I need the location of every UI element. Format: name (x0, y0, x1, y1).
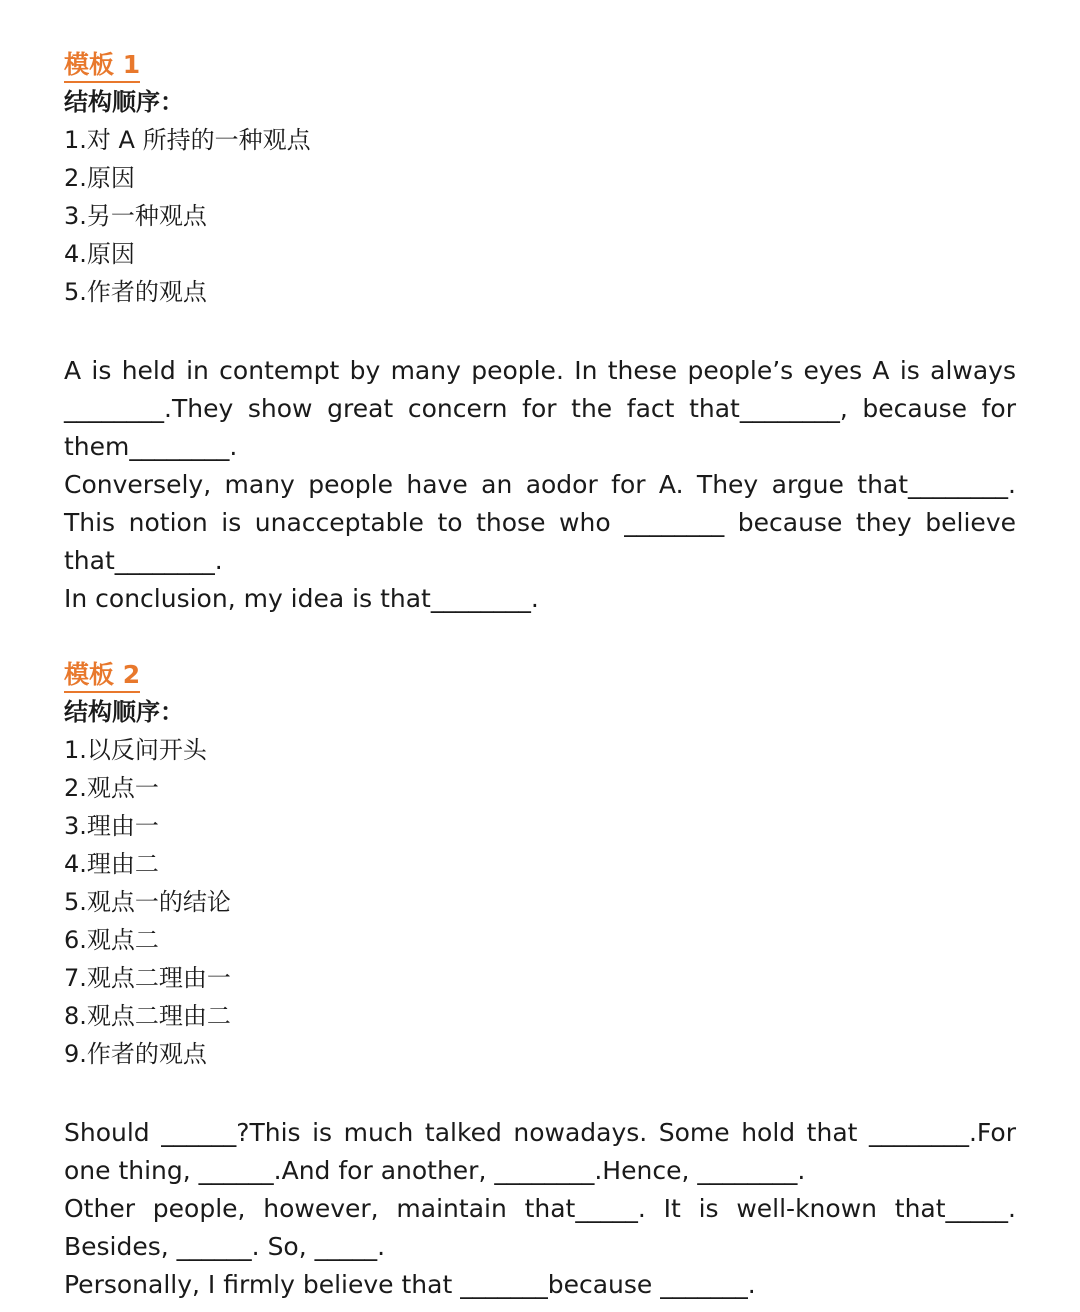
template-2-structure-label: 结构顺序： (64, 698, 184, 726)
template-2-step: 9.作者的观点 (64, 1040, 207, 1068)
template-1-structure-label: 结构顺序： (64, 88, 184, 116)
template-1-step: 4.原因 (64, 240, 135, 268)
template-2-step: 5.观点一的结论 (64, 888, 231, 916)
template-2-step: 8.观点二理由二 (64, 1002, 231, 1030)
template-2-paragraph: Other people, however, maintain that_____. It is well-known that_____. Besides, ______. So, _____. (64, 1194, 1016, 1261)
template-2-heading: 模板 2 (64, 660, 140, 693)
template-2-step: 1.以反问开头 (64, 736, 207, 764)
template-2-paragraph: Personally, I firmly believe that _______because _______. (64, 1270, 756, 1299)
template-1-paragraph: A is held in contempt by many people. In these people’s eyes A is always ________.They show great concern for the fact that________, because for them________. (64, 356, 1016, 461)
template-2-section (64, 660, 1016, 1073)
template-2-step: 6.观点二 (64, 926, 159, 954)
template-1-step: 1.对 A 所持的一种观点 (64, 126, 311, 154)
template-2-step: 4.理由二 (64, 850, 159, 878)
template-1-step: 3.另一种观点 (64, 202, 207, 230)
template-2-step: 7.观点二理由一 (64, 964, 231, 992)
template-2-step: 3.理由一 (64, 812, 159, 840)
template-1-paragraph: In conclusion, my idea is that________. (64, 584, 539, 613)
template-1-heading: 模板 1 (64, 50, 140, 83)
template-2-step: 2.观点一 (64, 774, 159, 802)
template-2-body (64, 1114, 1016, 1304)
template-2-paragraph: Should ______?This is much talked nowadays. Some hold that ________.For one thing, ______.And for another, ________.Hence, ________. (64, 1118, 1016, 1185)
template-1-body (64, 352, 1016, 618)
template-1-paragraph: Conversely, many people have an aodor for A. They argue that________. This notion is unacceptable to those who ________ because they believe that________. (64, 470, 1016, 575)
template-1-step: 5.作者的观点 (64, 278, 207, 306)
template-1-step: 2.原因 (64, 164, 135, 192)
template-1-section (64, 50, 1016, 311)
